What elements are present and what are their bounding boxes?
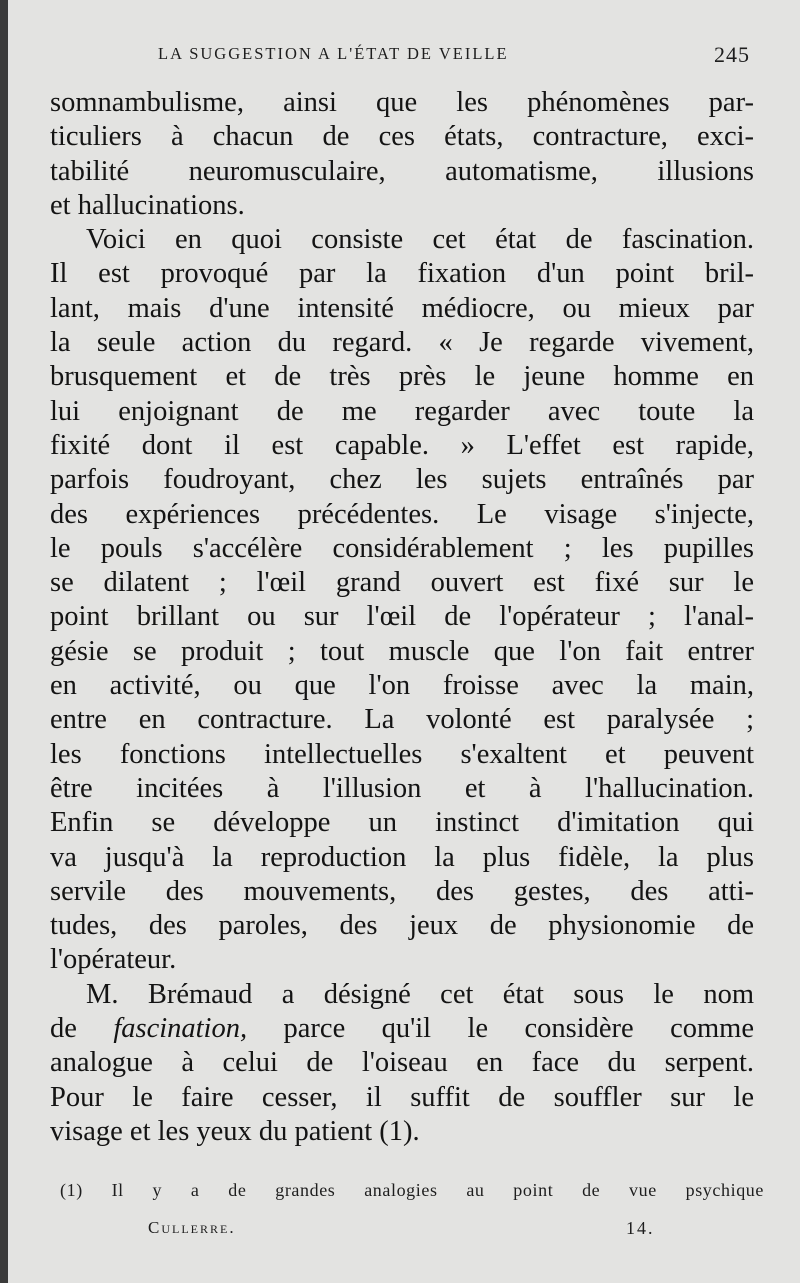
signature-author: Cullerre. xyxy=(148,1218,236,1237)
text-line: les fonctions intellectuelles s'exaltent et peuvent xyxy=(50,738,754,770)
text-line: fixité dont il est capable. » L'effet est rapide, xyxy=(50,429,754,461)
line-prefix: de xyxy=(50,1013,114,1045)
body-text xyxy=(50,86,754,1149)
text-line: et hallucinations. xyxy=(50,189,245,221)
text-line: brusquement et de très près le jeune homme en xyxy=(50,361,754,393)
text-line: Enfin se développe un instinct d'imitation qui xyxy=(50,807,754,839)
footnote: (1) Il y a de grandes analogies au point de vue psychique xyxy=(60,1180,764,1200)
text-line: ticuliers à chacun de ces états, contracture, exci- xyxy=(50,121,754,153)
text-line: entre en contracture. La volonté est paralysée ; xyxy=(50,704,754,736)
text-line: va jusqu'à la reproduction la plus fidèle, la plus xyxy=(50,841,754,873)
text-line: la seule action du regard. « Je regarde vivement, xyxy=(50,327,754,359)
text-line: Il est provoqué par la fixation d'un point bril- xyxy=(50,258,754,290)
italic-term: fascination, xyxy=(113,1013,248,1045)
page-header xyxy=(8,44,800,74)
text-line-with-italic xyxy=(50,1012,754,1046)
signature-number: 14. xyxy=(626,1218,655,1238)
text-line: tudes, des paroles, des jeux de physionomie de xyxy=(50,910,754,942)
running-title: LA SUGGESTION A L'ÉTAT DE VEILLE xyxy=(158,44,509,63)
text-line: servile des mouvements, des gestes, des atti- xyxy=(50,875,754,907)
text-line: se dilatent ; l'œil grand ouvert est fixé sur le xyxy=(50,567,754,599)
text-line: tabilité neuromusculaire, automatisme, illusions xyxy=(50,155,754,187)
text-line: visage et les yeux du patient (1). xyxy=(50,1115,420,1147)
page-number: 245 xyxy=(714,42,750,67)
text-line: gésie se produit ; tout muscle que l'on fait entrer xyxy=(50,635,754,667)
line-remainder: parce qu'il le considère comme xyxy=(283,1013,754,1045)
text-line: point brillant ou sur l'œil de l'opérateur ; l'anal- xyxy=(50,601,754,633)
printer-signature xyxy=(8,1218,800,1244)
text-line: Pour le faire cesser, il suffit de souffler sur le xyxy=(50,1081,754,1113)
text-line: analogue à celui de l'oiseau en face du serpent. xyxy=(50,1047,754,1079)
text-line: parfois foudroyant, chez les sujets entraînés par xyxy=(50,464,754,496)
paragraph-start-line: Voici en quoi consiste cet état de fascination. xyxy=(86,224,754,256)
text-line: lui enjoignant de me regarder avec toute la xyxy=(50,395,754,427)
text-line: somnambulisme, ainsi que les phénomènes par- xyxy=(50,87,754,118)
text-line: l'opérateur. xyxy=(50,944,177,976)
text-line: être incitées à l'illusion et à l'hallucination. xyxy=(50,772,754,804)
text-line: le pouls s'accélère considérablement ; les pupilles xyxy=(50,532,754,564)
text-line: des expériences précédentes. Le visage s'injecte, xyxy=(50,498,754,530)
book-page xyxy=(8,0,800,1283)
text-line: lant, mais d'une intensité médiocre, ou mieux par xyxy=(50,292,754,324)
text-line: en activité, ou que l'on froisse avec la main, xyxy=(50,670,754,702)
paragraph-start-line: M. Brémaud a désigné cet état sous le nom xyxy=(86,978,754,1010)
